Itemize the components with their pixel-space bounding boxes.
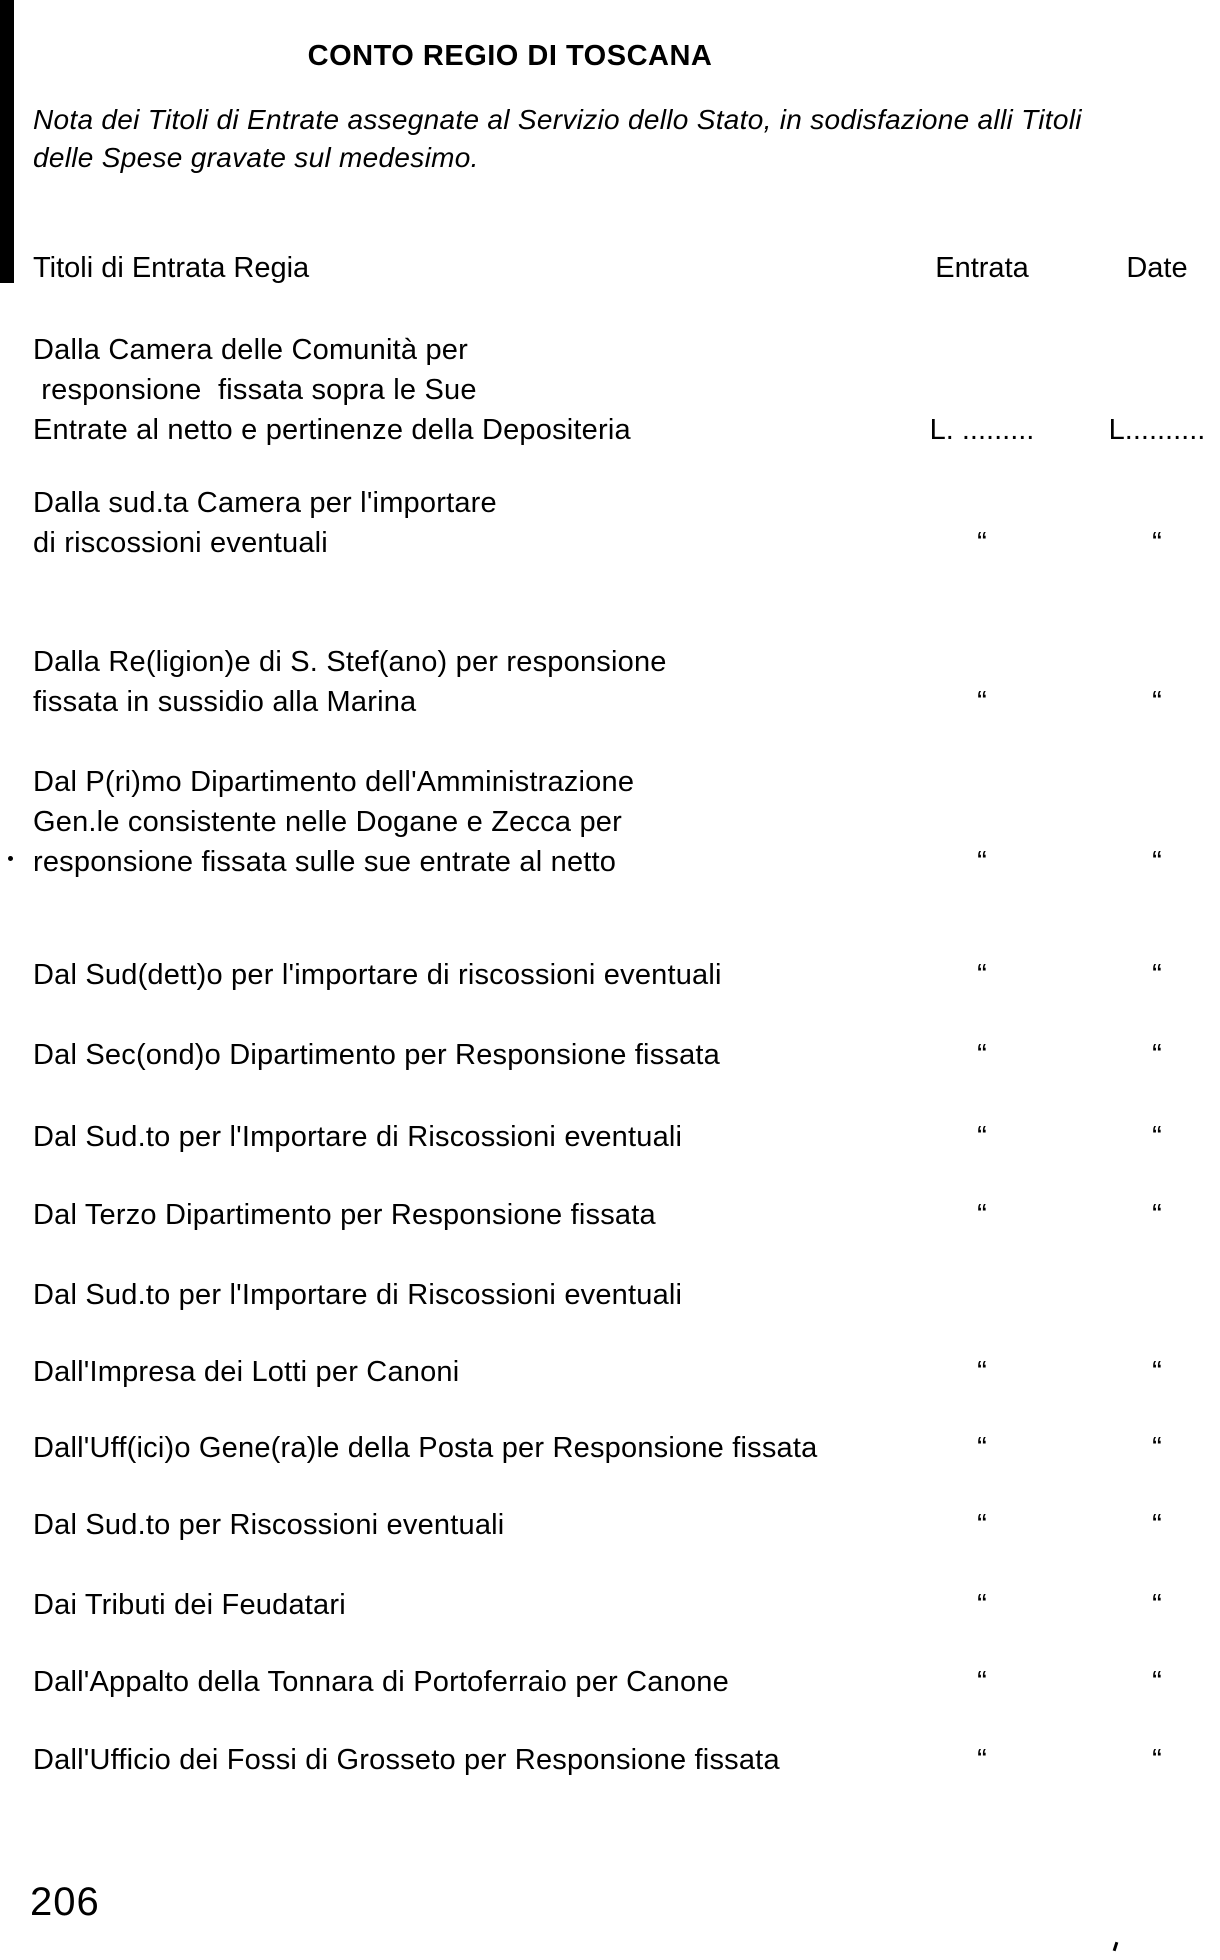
document-title: CONTO REGIO DI TOSCANA [307,40,713,72]
date-value: “ [1152,1199,1162,1231]
row-line: fissata in sussidio alla Marina [33,686,417,718]
row-text [33,1662,729,1702]
row-line: Dal Sud(dett)o per l'importare di riscossioni eventuali [33,959,722,991]
date-value: “ [1152,1432,1162,1464]
entrata-value: “ [977,1199,987,1231]
column-header-date: Date [1126,252,1188,284]
row-line: Dal Sec(ond)o Dipartimento per Responsione fissata [33,1039,721,1071]
entrata-value: “ [977,1356,987,1388]
row-text [33,955,722,995]
row-text [33,1117,682,1157]
row-line: di riscossioni eventuali [33,527,328,559]
date-value: “ [1152,1121,1162,1153]
entrata-value: “ [977,959,987,991]
date-value: “ [1152,1039,1162,1071]
date-value: “ [1152,1666,1162,1698]
intro-line: Nota dei Titoli di Entrate assegnate al Servizio dello Stato, in sodisfazione alli Titoli [33,104,1082,135]
row-line: responsione fissata sulle sue entrate al netto [33,846,617,878]
row-text [33,1505,504,1545]
entrata-value: L. ......... [929,414,1035,446]
row-text [33,330,631,450]
intro-paragraph [33,101,1213,177]
row-line: responsione fissata sopra le Sue [33,374,477,406]
row-text [33,1352,459,1392]
entrata-value: “ [977,1432,987,1464]
entrata-value: “ [977,1509,987,1541]
row-line: Dall'Ufficio dei Fossi di Grosseto per Responsione fissata [33,1744,780,1776]
row-line: Dalla sud.ta Camera per l'importare [33,487,497,519]
row-text [33,483,497,563]
row-text [33,1740,780,1780]
row-text [33,1195,656,1235]
intro-line: delle Spese gravate sul medesimo. [33,142,479,173]
column-header-entrata: Entrata [935,252,1029,284]
date-value: “ [1152,1509,1162,1541]
scan-artifact-left-bar [0,0,14,283]
row-line: Dal P(ri)mo Dipartimento dell'Amministrazione [33,766,635,798]
entrata-value: “ [977,1666,987,1698]
date-value: “ [1152,527,1162,559]
row-line: Gen.le consistente nelle Dogane e Zecca per [33,806,622,838]
date-value: L.......... [1108,414,1206,446]
row-line: Dal Sud.to per l'Importare di Riscossioni eventuali [33,1121,683,1153]
date-value: “ [1152,1356,1162,1388]
entrata-value: “ [977,1589,987,1621]
row-text [33,762,634,882]
page-number: 206 [30,1880,100,1924]
date-value: “ [1152,959,1162,991]
date-value: “ [1152,686,1162,718]
row-text [33,1585,346,1625]
row-line: Dalla Re(ligion)e di S. Stef(ano) per responsione [33,646,667,678]
row-text [33,1428,817,1468]
row-line: Dal Terzo Dipartimento per Responsione fissata [33,1199,656,1231]
row-line: Dall'Impresa dei Lotti per Canoni [33,1356,460,1388]
date-value: “ [1152,846,1162,878]
entrata-value: “ [977,1121,987,1153]
row-line: Dalla Camera delle Comunità per [33,334,468,366]
row-text [33,1275,682,1315]
scan-speck-mark [1113,1942,1119,1951]
row-text [33,642,667,722]
row-line: Entrate al netto e pertinenze della Depositeria [33,414,631,446]
column-header-titoli: Titoli di Entrata Regia [33,252,310,284]
row-line: Dall'Uff(ici)o Gene(ra)le della Posta per Responsione fissata [33,1432,818,1464]
row-line: Dal Sud.to per Riscossioni eventuali [33,1509,505,1541]
row-text [33,1035,720,1075]
date-value: “ [1152,1744,1162,1776]
scan-speck-dot [8,856,13,861]
entrata-value: “ [977,527,987,559]
row-line: Dal Sud.to per l'Importare di Riscossioni eventuali [33,1279,683,1311]
row-line: Dai Tributi dei Feudatari [33,1589,346,1621]
entrata-value: “ [977,686,987,718]
entrata-value: “ [977,1744,987,1776]
date-value: “ [1152,1589,1162,1621]
row-line: Dall'Appalto della Tonnara di Portoferraio per Canone [33,1666,729,1698]
entrata-value: “ [977,1039,987,1071]
entrata-value: “ [977,846,987,878]
